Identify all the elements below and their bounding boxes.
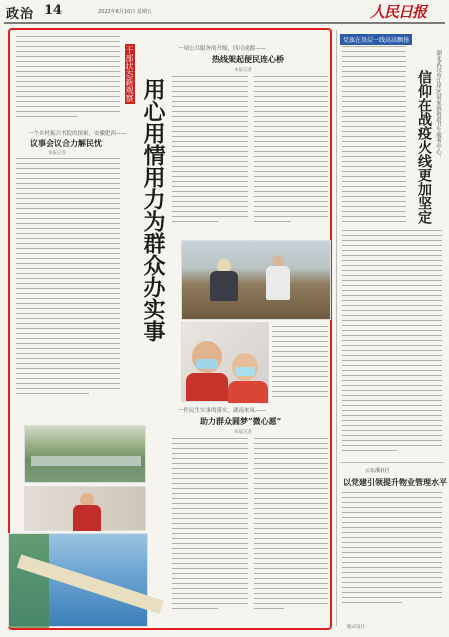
farmland-photo xyxy=(181,240,331,320)
issue-date: 2022年6月10日 星期五 xyxy=(98,9,152,15)
right-story-title[interactable]: 信仰在战疫火线更加坚定 xyxy=(416,70,432,224)
story-text xyxy=(254,438,328,613)
aerial-road-photo xyxy=(8,533,148,627)
story-byline: 本报记者 xyxy=(48,151,66,156)
right-story-kicker: 湖北武汉市江岸区谌家矶街道卫生服务中心： xyxy=(435,50,441,160)
story-byline: 本报记者 xyxy=(234,430,252,435)
story-byline: 本报记者 xyxy=(234,68,252,73)
right-bottom-title[interactable]: 以党建引领提升物业管理水平 xyxy=(343,477,447,487)
page-credit: 版式设计： xyxy=(347,625,370,630)
story-headline[interactable]: 热线架起便民连心桥 xyxy=(212,54,284,64)
page-number: 14 xyxy=(44,3,63,18)
right-divider xyxy=(340,462,444,463)
right-story-text xyxy=(342,230,442,455)
story-text xyxy=(254,76,328,226)
story-kicker: 一件民生实事的落实，湖南来凤—— xyxy=(178,408,267,414)
section-name: 政治 xyxy=(6,7,35,22)
river-village-photo xyxy=(24,425,146,483)
photo-caption xyxy=(272,326,328,401)
story-text xyxy=(16,158,120,398)
right-bottom-text xyxy=(342,492,442,607)
story-text xyxy=(172,76,248,226)
column-divider xyxy=(336,30,337,626)
story-text xyxy=(172,438,248,613)
indoor-work-photo xyxy=(24,486,146,531)
right-story-text xyxy=(342,46,406,226)
story-headline[interactable]: 议事会议合力解民忧 xyxy=(30,138,102,148)
story-headline[interactable]: 助力群众圆梦“微心愿” xyxy=(200,416,282,426)
story-kicker: 一个乡村振兴书院的探索，安徽肥西—— xyxy=(28,131,128,137)
children-photo xyxy=(181,322,269,402)
column-tag: 干部状态新观察 xyxy=(125,46,134,102)
intro-text-block xyxy=(16,36,120,121)
right-bottom-kicker: 云东溪社区 xyxy=(365,468,391,474)
newspaper-logo: 人民日报 xyxy=(370,3,427,21)
right-column-head: 党旗在基层一线高高飘扬 xyxy=(340,34,412,45)
story-kicker: 一项公共服务的升级，四川成都—— xyxy=(178,46,267,52)
header-rule xyxy=(4,22,445,24)
feature-title[interactable]: 用心用情用力为群众办实事 xyxy=(140,78,166,342)
